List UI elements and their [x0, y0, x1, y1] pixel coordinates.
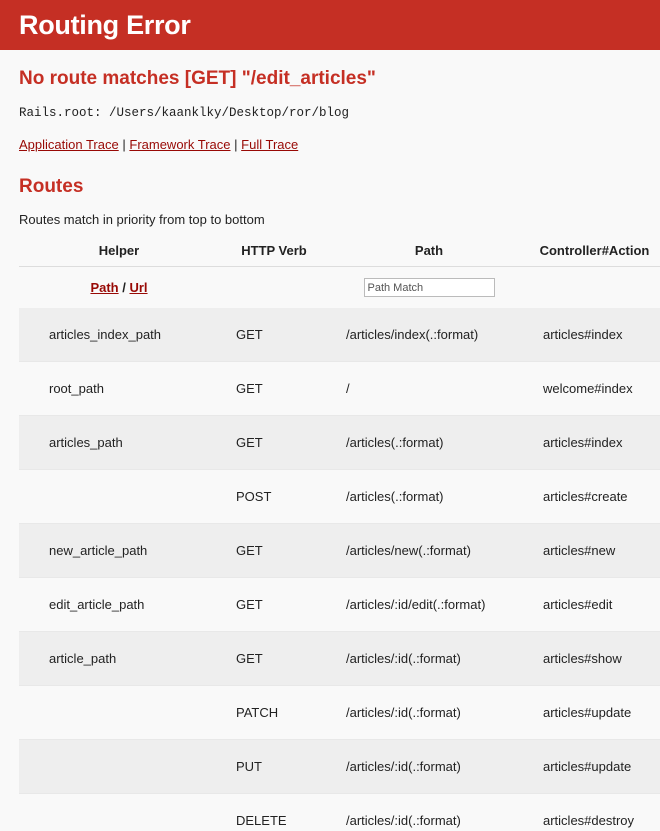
route-verb: GET — [219, 578, 329, 632]
route-verb: DELETE — [236, 813, 287, 828]
route-verb: GET — [219, 416, 329, 470]
page-title: Routing Error — [19, 9, 191, 40]
column-header-verb: HTTP Verb — [219, 235, 329, 267]
trace-links — [19, 137, 641, 153]
filter-row — [19, 267, 660, 309]
route-row — [19, 686, 660, 740]
route-path: /articles/new(.:format) — [329, 524, 529, 578]
route-action: articles#new — [529, 524, 660, 578]
route-path: /articles(.:format) — [329, 470, 529, 524]
main-content — [0, 67, 660, 831]
route-row — [19, 524, 660, 578]
route-verb: GET — [219, 362, 329, 416]
route-path: /articles/:id(.:format) — [346, 813, 461, 828]
rails-root-path: Rails.root: /Users/kaanklky/Desktop/ror/blog — [19, 106, 350, 120]
route-verb: PUT — [219, 740, 329, 794]
route-helper: articles_path — [19, 416, 219, 470]
path-toggle-link[interactable]: Path — [90, 280, 119, 295]
column-header-path: Path — [329, 235, 529, 267]
routes-table — [19, 235, 660, 831]
route-action: welcome#index — [529, 362, 660, 416]
route-path: /articles/:id(.:format) — [329, 686, 529, 740]
routes-heading: Routes — [19, 176, 84, 197]
routes-header-row — [19, 235, 660, 267]
error-header — [0, 0, 660, 50]
path-url-separator: / — [122, 280, 126, 295]
route-helper: article_path — [19, 632, 219, 686]
trace-separator: | — [234, 137, 238, 152]
route-verb: GET — [219, 632, 329, 686]
route-row — [19, 362, 660, 416]
route-helper: edit_article_path — [19, 578, 219, 632]
routes-description: Routes match in priority from top to bottom — [19, 212, 265, 227]
route-action: articles#show — [529, 632, 660, 686]
route-action: articles#index — [529, 416, 660, 470]
column-header-helper: Helper — [19, 235, 219, 267]
route-path: / — [329, 362, 529, 416]
route-action: articles#edit — [529, 578, 660, 632]
route-row — [19, 632, 660, 686]
column-header-action: Controller#Action — [529, 235, 660, 267]
route-action: articles#destroy — [543, 813, 635, 828]
route-helper — [19, 794, 219, 831]
route-helper: new_article_path — [19, 524, 219, 578]
trace-separator: | — [122, 137, 126, 152]
route-path: /articles/:id/edit(.:format) — [329, 578, 529, 632]
route-action: articles#index — [529, 308, 660, 362]
route-helper — [19, 686, 219, 740]
route-helper — [19, 470, 219, 524]
path-url-toggle — [19, 267, 219, 309]
filter-empty-cell — [529, 267, 660, 309]
route-row — [19, 470, 660, 524]
route-row — [19, 578, 660, 632]
route-verb: POST — [219, 470, 329, 524]
route-path: /articles/:id(.:format) — [329, 632, 529, 686]
route-action: articles#create — [529, 470, 660, 524]
route-helper: articles_index_path — [19, 308, 219, 362]
route-path: /articles/index(.:format) — [329, 308, 529, 362]
route-verb: GET — [219, 308, 329, 362]
route-path: /articles(.:format) — [329, 416, 529, 470]
route-row — [19, 794, 660, 831]
route-verb: PATCH — [219, 686, 329, 740]
route-row — [19, 416, 660, 470]
route-action: articles#update — [529, 686, 660, 740]
route-path: /articles/:id(.:format) — [329, 740, 529, 794]
route-verb: GET — [219, 524, 329, 578]
route-row — [19, 308, 660, 362]
full-trace-link[interactable]: Full Trace — [241, 137, 299, 152]
application-trace-link[interactable]: Application Trace — [19, 137, 119, 152]
path-match-input[interactable] — [364, 278, 495, 297]
error-message: No route matches [GET] "/edit_articles" — [19, 68, 376, 89]
filter-empty-cell — [219, 267, 329, 309]
route-row — [19, 740, 660, 794]
route-helper: root_path — [19, 362, 219, 416]
route-helper — [19, 740, 219, 794]
url-toggle-link[interactable]: Url — [129, 280, 148, 295]
framework-trace-link[interactable]: Framework Trace — [129, 137, 231, 152]
route-action: articles#update — [529, 740, 660, 794]
filter-input-cell — [329, 267, 529, 309]
